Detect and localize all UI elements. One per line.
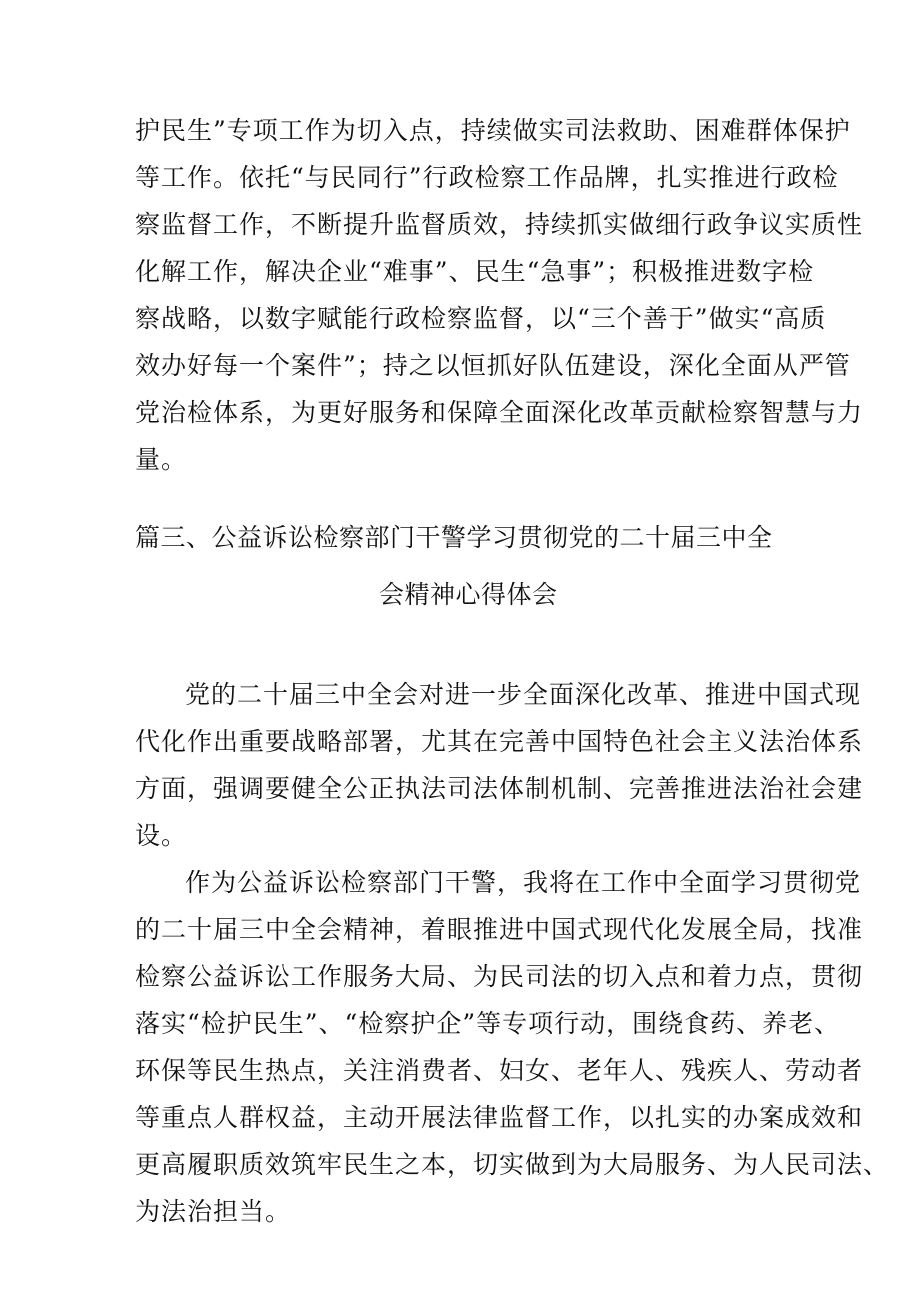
- body-text-line: 党治检体系，为更好服务和保障全面深化改革贡献检察智慧与力: [135, 398, 864, 427]
- body-text-line: 量。: [135, 445, 188, 474]
- body-text-line: 察战略，以数字赋能行政检察监督，以“三个善于”做实“高质: [135, 304, 827, 333]
- paragraph-1-line: 方面，强调要健全公正执法司法体制机制、完善推进法治社会建: [135, 774, 864, 803]
- paragraph-2-line: 为法治担当。: [135, 1197, 292, 1226]
- paragraph-2-line: 作为公益诉讼检察部门干警，我将在工作中全面学习贯彻党: [185, 868, 862, 897]
- paragraph-2-line: 落实“检护民生”、“检察护企”等专项行动，围绕食药、养老、: [135, 1009, 841, 1038]
- paragraph-2-line: 环保等民生热点，关注消费者、妇女、老年人、残疾人、劳动者: [135, 1056, 864, 1085]
- paragraph-1-line: 党的二十届三中全会对进一步全面深化改革、推进中国式现: [185, 680, 862, 709]
- paragraph-2-line: 的二十届三中全会精神，着眼推进中国式现代化发展全局，找准: [135, 915, 864, 944]
- body-text-line: 察监督工作，不断提升监督质效，持续抓实做细行政争议实质性: [135, 210, 864, 239]
- section-title-continued: 会精神心得体会: [379, 580, 558, 609]
- body-text-line: 化解工作，解决企业“难事”、民生“急事”；积极推进数字检: [135, 257, 815, 286]
- paragraph-2-line: 等重点人群权益，主动开展法律监督工作，以扎实的办案成效和: [135, 1103, 864, 1132]
- body-text-line: 效办好每一个案件”；持之以恒抓好队伍建设，深化全面从严管: [135, 351, 851, 380]
- paragraph-2-line: 检察公益诉讼工作服务大局、为民司法的切入点和着力点，贯彻: [135, 962, 864, 991]
- paragraph-1-line: 设。: [135, 821, 188, 850]
- body-text-line: 等工作。依托“与民同行”行政检察工作品牌，扎实推进行政检: [135, 163, 839, 192]
- body-text-line: 护民生”专项工作为切入点，持续做实司法救助、困难群体保护: [135, 116, 851, 145]
- paragraph-2-line: 更高履职质效筑牢民生之本，切实做到为大局服务、为人民司法、: [135, 1150, 890, 1179]
- paragraph-1-line: 代化作出重要战略部署，尤其在完善中国特色社会主义法治体系: [135, 727, 864, 756]
- section-title: 篇三、公益诉讼检察部门干警学习贯彻党的二十届三中全: [135, 523, 773, 552]
